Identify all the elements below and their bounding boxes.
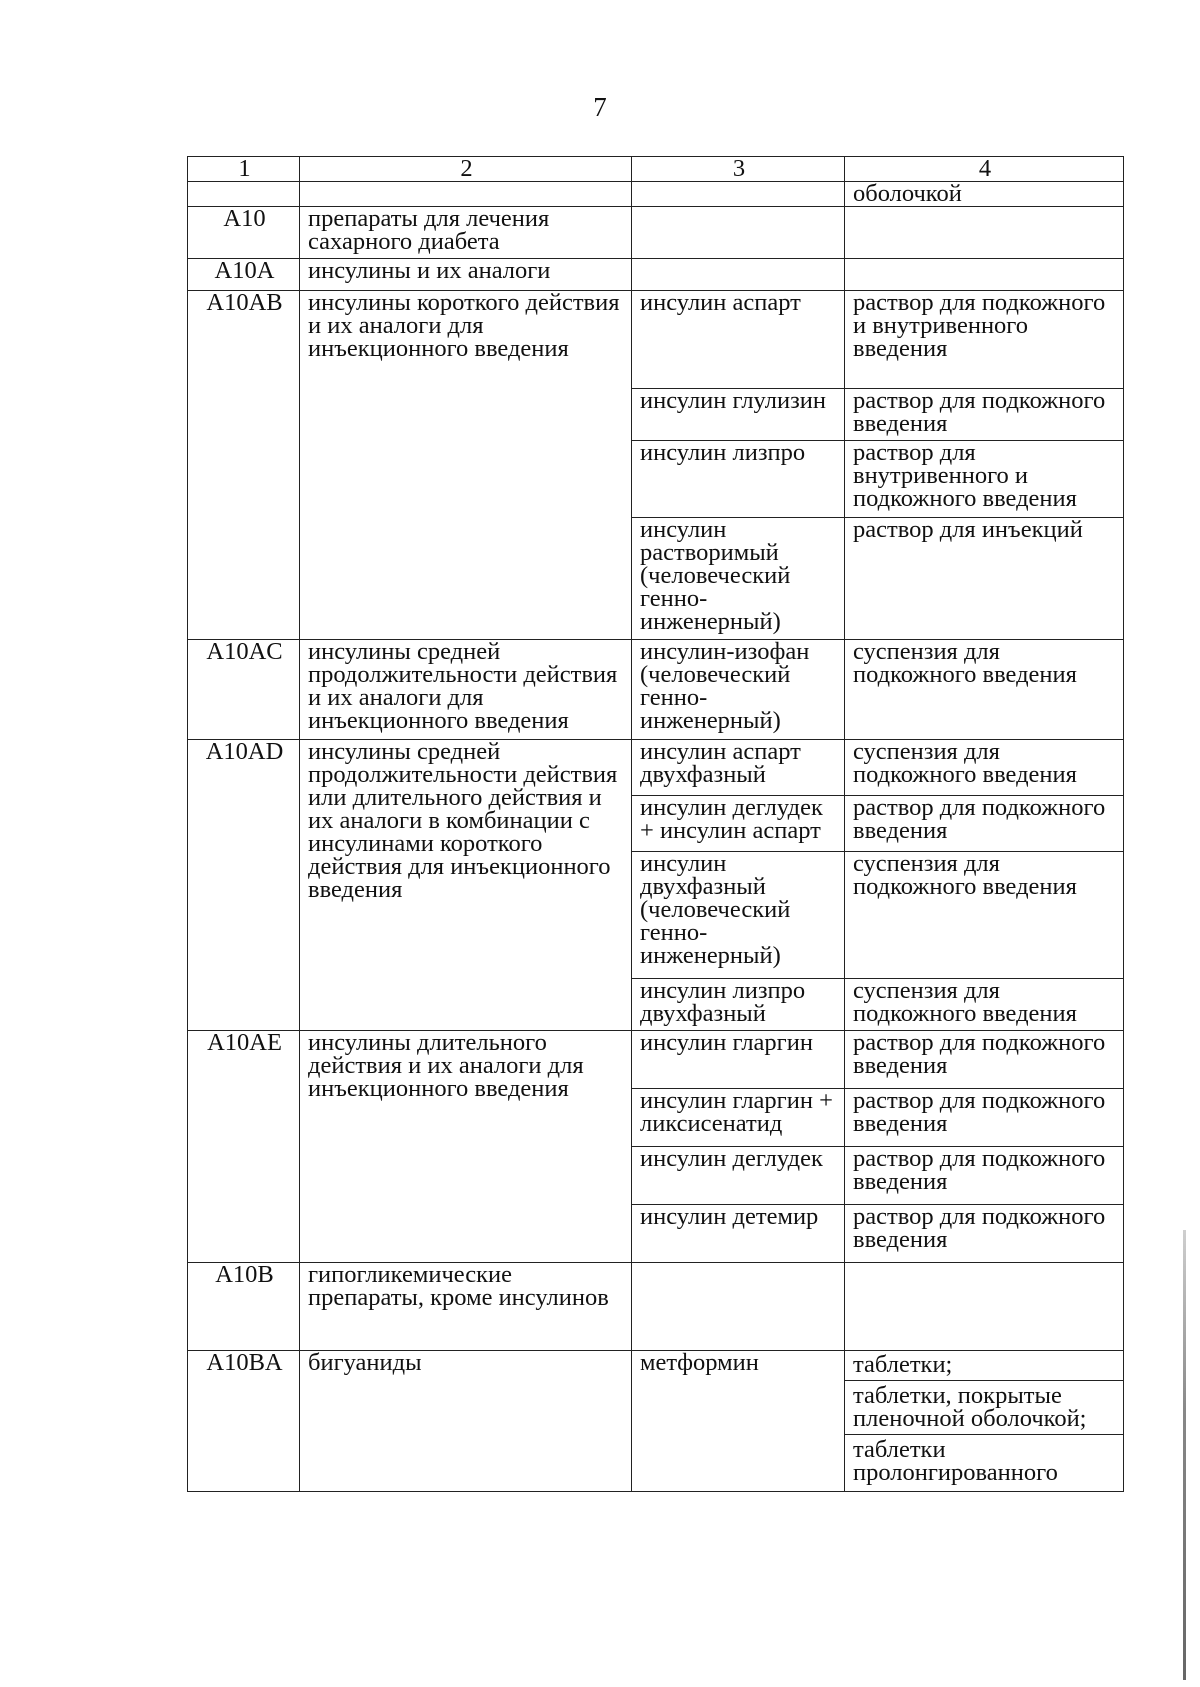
dosage-form: раствор для подкожного и внутривенного введения bbox=[845, 291, 1124, 389]
drug-list-table bbox=[187, 156, 1124, 1492]
atc-code: A10AC bbox=[188, 640, 300, 740]
empty-cell bbox=[845, 207, 1124, 259]
drug-name: инсулин двухфазный (человеческий генно-инженерный) bbox=[632, 852, 845, 979]
dosage-form: раствор для подкожного введения bbox=[845, 1147, 1124, 1205]
drug-name: инсулин растворимый (человеческий генно-инженерный) bbox=[632, 518, 845, 640]
atc-code: A10AD bbox=[188, 740, 300, 1031]
dosage-form: раствор для внутривенного и подкожного введения bbox=[845, 441, 1124, 518]
atc-group-name: инсулины средней продолжительности действия и их аналоги для инъекционного введения bbox=[300, 640, 632, 740]
dosage-form: таблетки пролонгированного bbox=[845, 1434, 1123, 1484]
column-header-1: 1 bbox=[188, 157, 300, 182]
drug-name: инсулин аспарт двухфазный bbox=[632, 740, 845, 796]
empty-cell bbox=[632, 182, 845, 207]
atc-code: A10B bbox=[188, 1263, 300, 1351]
dosage-form-list bbox=[845, 1351, 1124, 1492]
empty-cell bbox=[300, 182, 632, 207]
dosage-form: суспензия для подкожного введения bbox=[845, 640, 1124, 740]
table-row bbox=[188, 259, 1124, 291]
drug-name: метформин bbox=[632, 1351, 845, 1492]
atc-group-name: инсулины длительного действия и их аналоги для инъекционного введения bbox=[300, 1031, 632, 1263]
table-row bbox=[188, 640, 1124, 740]
column-header-2: 2 bbox=[300, 157, 632, 182]
empty-cell bbox=[845, 1263, 1124, 1351]
drug-name: инсулин глулизин bbox=[632, 389, 845, 441]
dosage-form: раствор для подкожного введения bbox=[845, 389, 1124, 441]
dosage-form: раствор для подкожного введения bbox=[845, 1031, 1124, 1089]
table-row bbox=[188, 1263, 1124, 1351]
atc-code: A10A bbox=[188, 259, 300, 291]
atc-group-name: инсулины короткого действия и их аналоги для инъекционного введения bbox=[300, 291, 632, 640]
continuation-form-cell: оболочкой bbox=[845, 182, 1124, 207]
atc-code: A10AE bbox=[188, 1031, 300, 1263]
atc-code: A10AB bbox=[188, 291, 300, 640]
empty-cell bbox=[632, 207, 845, 259]
atc-group-name: препараты для лечения сахарного диабета bbox=[300, 207, 632, 259]
atc-group-name: гипогликемические препараты, кроме инсулинов bbox=[300, 1263, 632, 1351]
table-header-row bbox=[188, 157, 1124, 182]
atc-code: A10 bbox=[188, 207, 300, 259]
table-row bbox=[188, 291, 1124, 389]
dosage-form: суспензия для подкожного введения bbox=[845, 740, 1124, 796]
table-row bbox=[188, 740, 1124, 796]
drug-name: инсулин гларгин + ликсисенатид bbox=[632, 1089, 845, 1147]
dosage-form: таблетки, покрытые пленочной оболочкой; bbox=[845, 1380, 1123, 1434]
empty-cell bbox=[188, 182, 300, 207]
table-row bbox=[188, 1351, 1124, 1492]
dosage-form: раствор для подкожного введения bbox=[845, 1089, 1124, 1147]
drug-name: инсулин аспарт bbox=[632, 291, 845, 389]
atc-group-name: инсулины средней продолжительности действия или длительного действия и их аналоги в комбинации с инсулинами короткого действия для инъекционного введения bbox=[300, 740, 632, 1031]
atc-group-name: инсулины и их аналоги bbox=[300, 259, 632, 291]
atc-code: A10BA bbox=[188, 1351, 300, 1492]
column-header-3: 3 bbox=[632, 157, 845, 182]
scan-edge-artifact bbox=[1183, 1230, 1186, 1680]
page-number: 7 bbox=[593, 92, 607, 122]
table-row bbox=[188, 1031, 1124, 1089]
dosage-form: суспензия для подкожного введения bbox=[845, 852, 1124, 979]
column-header-4: 4 bbox=[845, 157, 1124, 182]
empty-cell bbox=[632, 1263, 845, 1351]
dosage-form: раствор для подкожного введения bbox=[845, 1205, 1124, 1263]
dosage-form: раствор для подкожного введения bbox=[845, 796, 1124, 852]
empty-cell bbox=[845, 259, 1124, 291]
drug-name: инсулин гларгин bbox=[632, 1031, 845, 1089]
drug-name: инсулин деглудек bbox=[632, 1147, 845, 1205]
table-row bbox=[188, 207, 1124, 259]
dosage-form: таблетки; bbox=[853, 1351, 953, 1378]
empty-cell bbox=[632, 259, 845, 291]
atc-group-name: бигуаниды bbox=[300, 1351, 632, 1492]
drug-name: инсулин детемир bbox=[632, 1205, 845, 1263]
drug-name: инсулин-изофан (человеческий генно-инженерный) bbox=[632, 640, 845, 740]
dosage-form: раствор для инъекций bbox=[845, 518, 1124, 640]
drug-name: инсулин лизпро двухфазный bbox=[632, 979, 845, 1031]
drug-name: инсулин деглудек + инсулин аспарт bbox=[632, 796, 845, 852]
dosage-form: суспензия для подкожного введения bbox=[845, 979, 1124, 1031]
drug-name: инсулин лизпро bbox=[632, 441, 845, 518]
table-row-continuation bbox=[188, 182, 1124, 207]
